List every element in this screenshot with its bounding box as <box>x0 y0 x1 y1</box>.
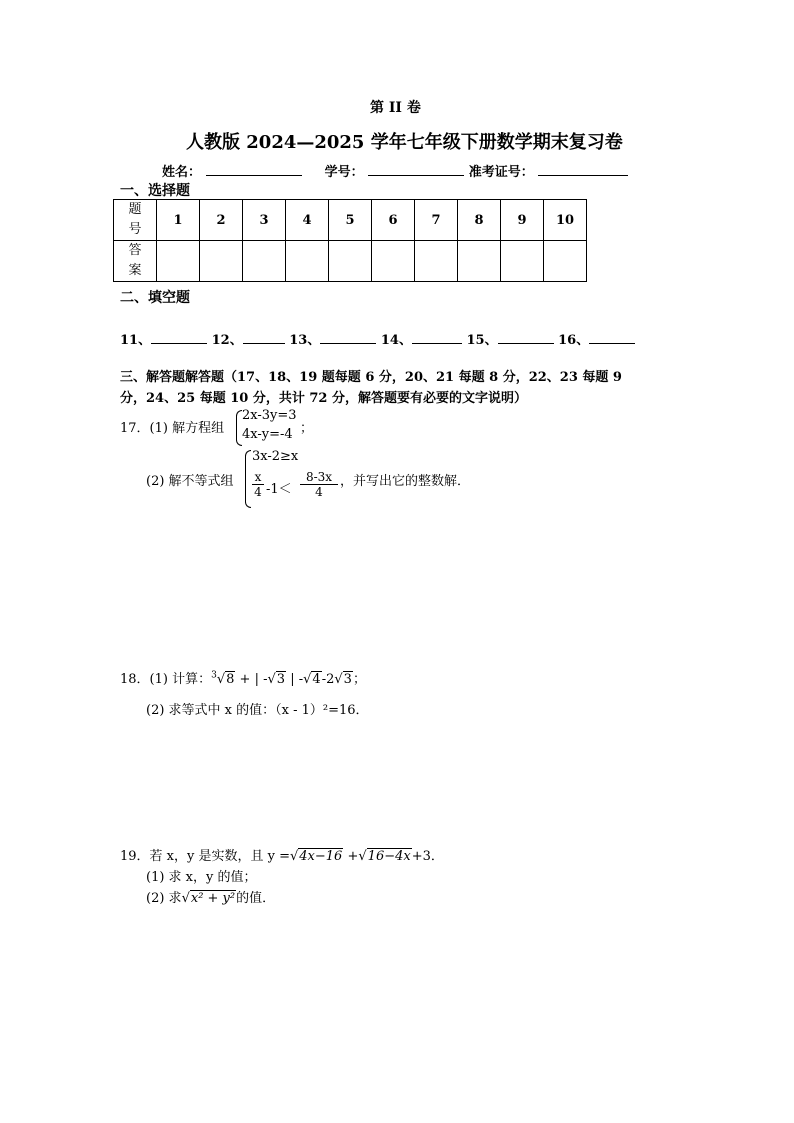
radicand: 16−4x <box>367 849 411 864</box>
q17-part2-suffix: ，并写出它的整数解． <box>340 474 471 489</box>
question-number: 10 <box>544 200 587 241</box>
q17-part2-prefix: (2) 解不等式组 <box>146 474 234 489</box>
page-title: 人教版 2024—2025 学年七年级下册数学期末复习卷 <box>186 132 623 153</box>
blank-label: 11、 <box>120 333 152 348</box>
question-number: 6 <box>372 200 415 241</box>
q17-frac-right: $\frac{8-3x}{4}$ <box>300 470 338 499</box>
section3-heading-line1: 三、解答题解答题（17、18、19 题每题 6 分，20、21 每题 8 分，22、23 每题 9 <box>120 370 622 385</box>
radicand: x² + y² <box>190 891 236 906</box>
q19-part1: (1) 求 x，y 的值； <box>146 870 257 885</box>
blank-label: 13、 <box>289 333 321 348</box>
question-number: 9 <box>501 200 544 241</box>
question-number: 4 <box>286 200 329 241</box>
answer-cell[interactable] <box>200 241 243 282</box>
q17-ineq1: 3x-2≥x <box>252 449 299 464</box>
table-row <box>114 241 587 282</box>
row2-label: 答 案 <box>114 241 157 282</box>
blank-field[interactable] <box>320 329 376 344</box>
q18-part1: 18．(1) 计算：$^3$√8 + | -√3 | -√4-2√3； <box>120 670 366 687</box>
blank-label: 12、 <box>211 333 243 348</box>
radicand: 8 <box>226 672 235 687</box>
name-field[interactable] <box>206 161 302 176</box>
volume-label: 第 II 卷 <box>370 100 421 116</box>
answer-cell[interactable] <box>415 241 458 282</box>
exam-id-label: 准考证号： <box>468 165 534 180</box>
answer-cell[interactable] <box>372 241 415 282</box>
question-number: 2 <box>200 200 243 241</box>
blank-label: 16、 <box>558 333 590 348</box>
question-number: 5 <box>329 200 372 241</box>
radicand: 3 <box>343 672 352 687</box>
blank-field[interactable] <box>498 329 554 344</box>
id-label: 学号： <box>324 165 364 180</box>
blank-field[interactable] <box>243 329 285 344</box>
answer-cell[interactable] <box>501 241 544 282</box>
answer-cell[interactable] <box>157 241 200 282</box>
q18-part2: (2) 求等式中 x 的值：（x - 1）²=16． <box>146 703 369 718</box>
answer-cell[interactable] <box>458 241 501 282</box>
q17-part1-prefix: 17．(1) 解方程组 <box>120 421 225 436</box>
question-number: 7 <box>415 200 458 241</box>
radicand: 3 <box>276 672 286 687</box>
brace <box>245 450 251 508</box>
fill-blanks-line <box>120 329 635 348</box>
answer-table <box>113 199 587 282</box>
radicand: 4x−16 <box>299 849 343 864</box>
info-line <box>162 161 628 180</box>
cube-index: 3 <box>211 670 217 681</box>
name-label: 姓名： <box>162 165 202 180</box>
q17-frac-left: $\frac{x}{4}$ <box>252 470 264 499</box>
blank-field[interactable] <box>412 329 462 344</box>
answer-cell[interactable] <box>544 241 587 282</box>
q17-eq1: 2x-3y=3 <box>242 408 297 423</box>
q19-part2: (2) 求√x² + y²的值． <box>146 891 276 906</box>
table-row <box>114 200 587 241</box>
section3-heading-line2: 分，24、25 每题 10 分，共计 72 分，解答题要有必要的文字说明） <box>120 391 527 406</box>
id-field[interactable] <box>368 161 464 176</box>
exam-id-field[interactable] <box>538 161 628 176</box>
answer-cell[interactable] <box>329 241 372 282</box>
q17-ineq2-mid: -1＜ <box>266 482 292 497</box>
section2-heading: 二、填空题 <box>120 290 190 306</box>
blank-label: 14、 <box>380 333 412 348</box>
answer-cell[interactable] <box>286 241 329 282</box>
blank-field[interactable] <box>589 329 635 344</box>
section1-heading: 一、选择题 <box>120 183 190 199</box>
blank-label: 15、 <box>466 333 498 348</box>
radicand: 4 <box>312 672 321 687</box>
row1-label: 题 号 <box>114 200 157 241</box>
q19-line1: 19．若 x，y 是实数，且 y =√4x−16 +√16−4x+3． <box>120 849 444 864</box>
question-number: 1 <box>157 200 200 241</box>
question-number: 3 <box>243 200 286 241</box>
answer-cell[interactable] <box>243 241 286 282</box>
blank-field[interactable] <box>151 329 207 344</box>
q17-eq2: 4x-y=-4 <box>242 427 293 442</box>
q17-part1-suffix: ； <box>300 421 314 436</box>
question-number: 8 <box>458 200 501 241</box>
